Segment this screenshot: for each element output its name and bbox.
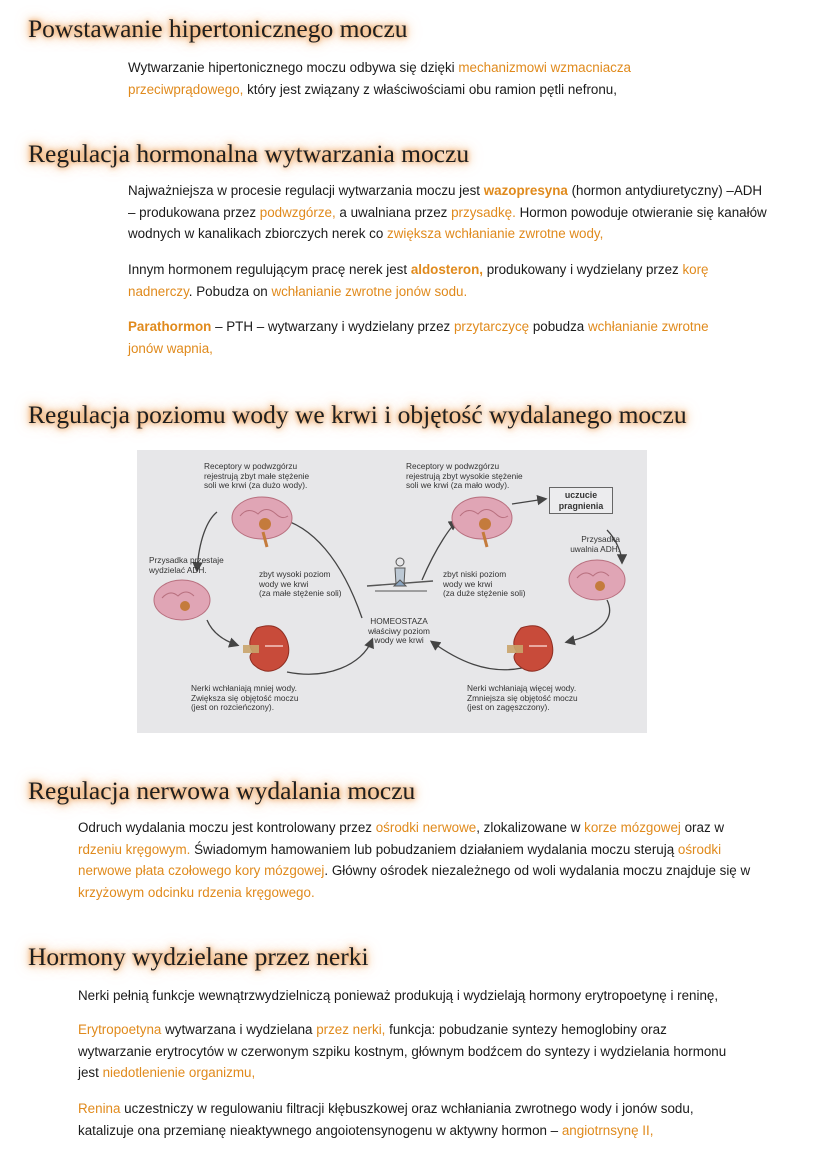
paragraph-kidney-hormones: Nerki pełnią funkcje wewnątrzwydzielniczą ponieważ produkują i wydzielają hormony erytropoetynę i reninę, xyxy=(78,988,719,1003)
label-water-high: zbyt wysoki poziom wody we krwi (za małe stężenie soli) xyxy=(259,569,342,599)
arrow-right-kidney xyxy=(567,600,610,642)
arrow-left-kidney xyxy=(207,620,237,645)
label-kidneys-more: Nerki wchłaniają więcej wody. Zmniejsza się objętość moczu (jest on zagęszczony). xyxy=(467,683,578,713)
brain-right xyxy=(569,560,625,600)
homeostasis-diagram xyxy=(137,450,647,733)
paragraph-vasopressin: Najważniejsza w procesie regulacji wytwarzania moczu jest wazopresyna (hormon antydiuretyczny) –ADH – produkowana przez podwzgórze, a uwalniana przez przysadkę. Hormon powoduje otwieranie się kanałów wodnych w kanalikach zbiorczych nerek co zwiększa wchłanianie zwrotne wody, xyxy=(128,183,767,241)
paragraph-aldosterone: Innym hormonem regulującym pracę nerek jest aldosteron, produkowany i wydzielany przez korę nadnerczy. Pobudza on wchłanianie zwrotne jonów sodu. xyxy=(128,262,709,299)
section-title-hormonal-regulation: Regulacja hormonalna wytwarzania moczu xyxy=(28,139,470,168)
arrow-thirst xyxy=(512,499,545,504)
arrow-top-left xyxy=(277,518,362,618)
kidney-left xyxy=(243,626,289,671)
label-receptors-high: Receptory w podwzgórzu rejestrują zbyt wysokie stężenie soli we krwi (za mało wody). xyxy=(406,461,523,491)
section-title-nervous-regulation: Regulacja nerwowa wydalania moczu xyxy=(28,776,416,805)
paragraph-erythropoietin: Erytropoetyna wytwarzana i wydzielana przez nerki, funkcja: pobudzanie syntezy hemoglobiny oraz wytwarzanie erytrocytów w czerwonym szpiku kostnym, głównym bodźcem do syntezy i wydzielania hormonu jest niedotlenienie organizmu, xyxy=(78,1022,727,1080)
brain-top-left xyxy=(232,497,292,547)
label-receptors-low: Receptory w podwzgórzu rejestrują zbyt małe stężenie soli we krwi (za dużo wody). xyxy=(204,461,310,491)
balance-person-icon xyxy=(367,558,433,591)
label-kidneys-less: Nerki wchłaniają mniej wody. Zwiększa się objętość moczu (jest on rozcieńczony). xyxy=(191,683,299,713)
paragraph-parathormone: Parathormon – PTH – wytwarzany i wydzielany przez przytarczycę pobudza wchłanianie zwrotne jonów wapnia, xyxy=(128,319,709,356)
thirst-box: uczucie pragnienia xyxy=(549,487,613,514)
brain-top-right xyxy=(452,497,512,547)
paragraph-nervous-regulation: Odruch wydalania moczu jest kontrolowany przez ośrodki nerwowe, zlokalizowane w korze mózgowej oraz w rdzeniu kręgowym. Świadomym hamowaniem lub pobudzaniem działaniem wydalania moczu sterują ośrodki nerwowe płata czołowego kory mózgowej. Główny ośrodek niezależnego od woli wydalania moczu znajduje się w krzyżowym odcinku rdzenia kręgowego. xyxy=(78,820,751,900)
section-title-hypertonic-urine: Powstawanie hipertonicznego moczu xyxy=(28,14,408,43)
paragraph-hypertonic-urine: Wytwarzanie hipertonicznego moczu odbywa się dzięki mechanizmowi wzmacniacza przeciwprądowego, który jest związany z właściwościami obu ramion pętli nefronu, xyxy=(128,60,631,97)
label-pituitary-releases: Przysadka uwalnia ADH. xyxy=(570,534,620,554)
label-pituitary-stops: Przysadka przestaje wydzielać ADH. xyxy=(149,555,224,575)
paragraph-renin: Renina uczestniczy w regulowaniu filtracji kłębuszkowej oraz wchłaniania zwrotnego wody i jonów sodu, katalizuje ona przemianę nieaktywnego angoiotensynogenu w aktywny hormon – angiotrnsynę II, xyxy=(78,1101,694,1138)
brain-left xyxy=(154,580,210,620)
label-homeostasis: HOMEOSTAZA właściwy poziom wody we krwi xyxy=(368,616,430,646)
section-title-water-regulation: Regulacja poziomu wody we krwi i objętość wydalanego moczu xyxy=(28,400,687,429)
kidney-right xyxy=(507,626,553,671)
section-title-kidney-hormones: Hormony wydzielane przez nerki xyxy=(28,942,369,971)
label-water-low: zbyt niski poziom wody we krwi (za duże stężenie soli) xyxy=(443,569,526,599)
